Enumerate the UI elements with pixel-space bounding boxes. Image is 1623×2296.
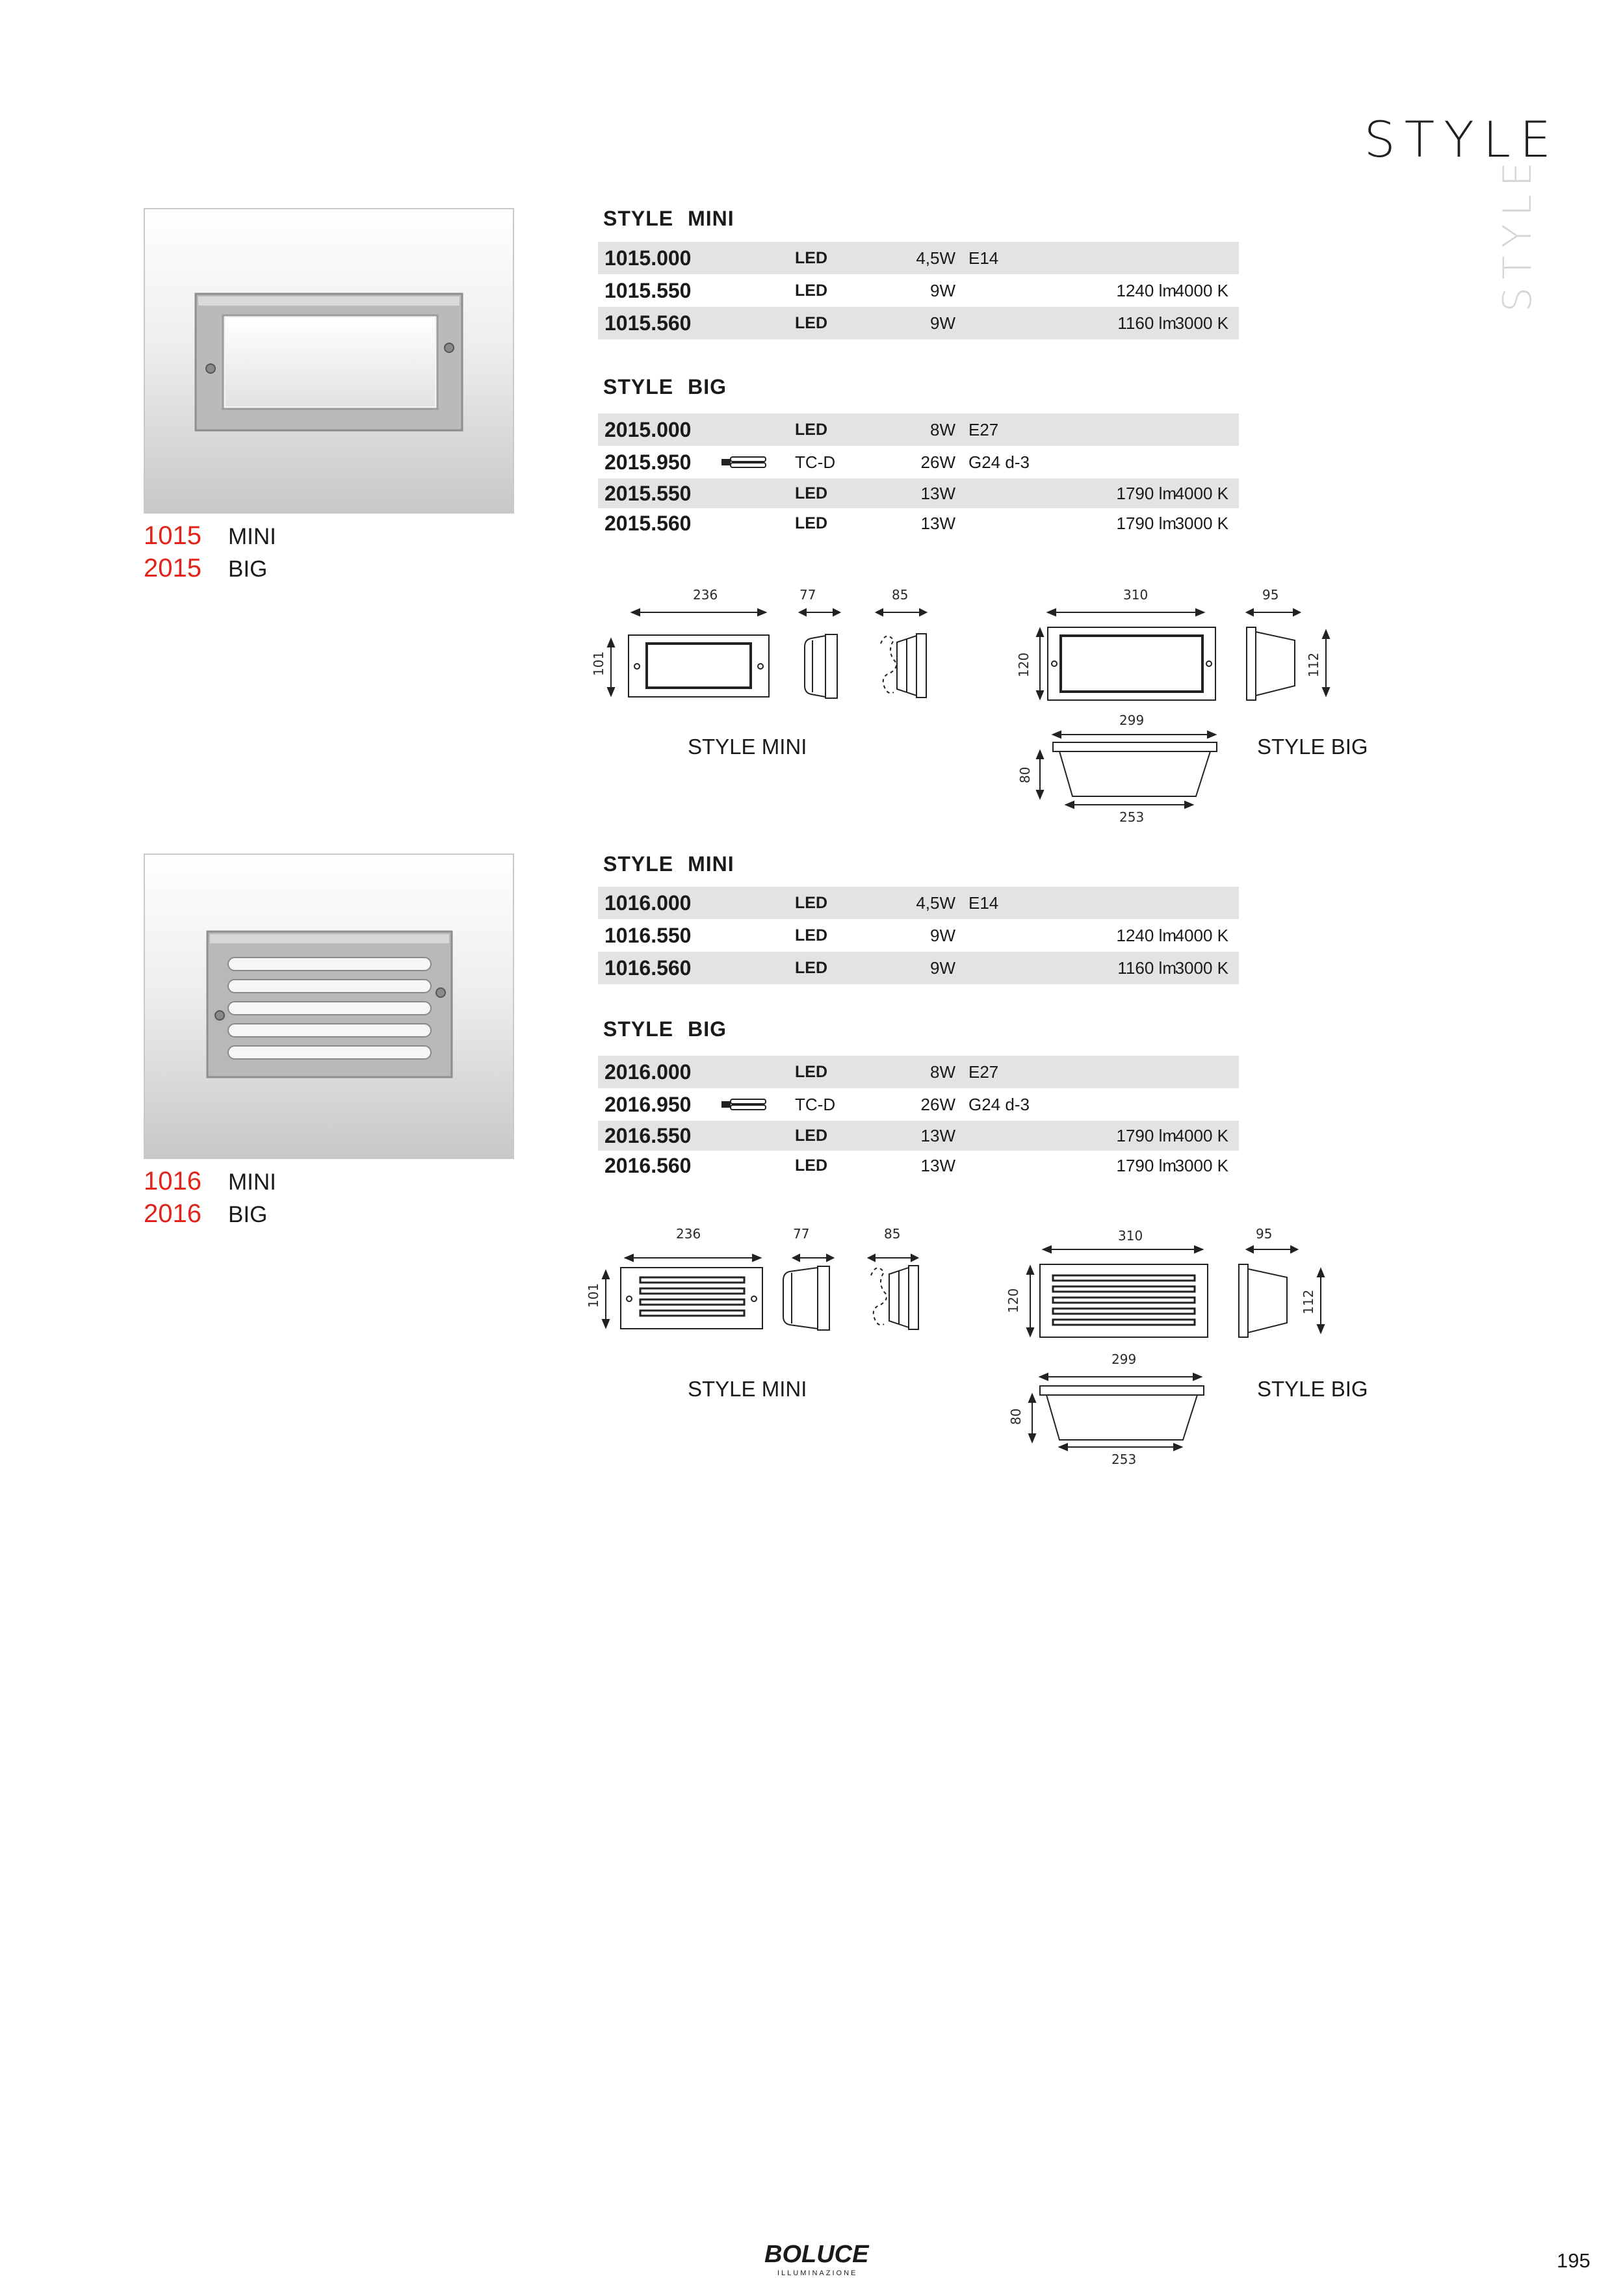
dimension-label: 95: [1262, 587, 1279, 603]
dimension-label: 236: [676, 1226, 701, 1242]
wattage: 13W: [920, 514, 955, 533]
color-temperature: 3000 K: [1175, 958, 1228, 978]
article-code: 2016.560: [604, 1154, 692, 1177]
wattage: 26W: [920, 1095, 955, 1114]
drawing-label-mini: STYLE MINI: [688, 735, 807, 759]
dimension-label: 310: [1118, 1228, 1143, 1244]
wattage: 4,5W: [916, 248, 955, 268]
logo-subtitle: ILLUMINAZIONE: [777, 2269, 858, 2277]
lamp-type: LED: [795, 514, 827, 532]
article-code: 2015.560: [604, 512, 692, 535]
product-code: 2015: [144, 554, 201, 582]
product-code: 1015: [144, 521, 201, 550]
article-code: 2015.950: [604, 450, 692, 474]
dimension-label: 101: [586, 1283, 601, 1308]
lumen: 1790 lm: [1116, 514, 1176, 533]
lamp-type: LED: [795, 421, 827, 439]
socket: E27: [968, 1062, 999, 1082]
lumen: 1790 lm: [1116, 1126, 1176, 1145]
drawing-label-mini: STYLE MINI: [688, 1377, 807, 1401]
product-code: 1016: [144, 1167, 201, 1195]
wattage: 9W: [930, 281, 955, 300]
wattage: 13W: [920, 1156, 955, 1175]
section-title-name: STYLE: [603, 207, 674, 230]
dimension-label: 77: [793, 1226, 810, 1242]
page-title-watermark: STYLE: [1495, 154, 1540, 312]
dimension-label: 101: [591, 651, 606, 676]
lamp-type: LED: [795, 1127, 827, 1145]
lamp-type: LED: [795, 1156, 827, 1175]
lamp-type: LED: [795, 314, 827, 332]
product-size: BIG: [228, 1202, 268, 1227]
section-title-size: BIG: [688, 375, 727, 398]
dimension-label: 120: [1006, 1288, 1021, 1313]
article-code: 1015.000: [604, 246, 692, 270]
lamp-type: LED: [795, 926, 827, 945]
wattage: 4,5W: [916, 893, 955, 913]
wattage: 13W: [920, 484, 955, 503]
dimension-label: 299: [1119, 712, 1145, 728]
section-title-name: STYLE: [603, 852, 674, 876]
dimension-label: 112: [1306, 652, 1321, 677]
section-title-name: STYLE: [603, 375, 674, 398]
dimension-label: 77: [799, 587, 816, 603]
wattage: 9W: [930, 958, 955, 978]
dimension-label: 310: [1123, 587, 1149, 603]
color-temperature: 4000 K: [1175, 484, 1228, 503]
dimension-label: 236: [693, 587, 718, 603]
wattage: 9W: [930, 926, 955, 945]
dimension-label: 80: [1017, 766, 1033, 783]
socket: G24 d-3: [968, 1095, 1030, 1114]
lumen: 1160 lm: [1117, 313, 1176, 333]
dimension-label: 85: [884, 1226, 901, 1242]
wattage: 13W: [920, 1126, 955, 1145]
article-code: 2015.000: [604, 418, 692, 441]
wattage: 26W: [920, 452, 955, 472]
dimension-label: 95: [1256, 1226, 1273, 1242]
dimension-label: 253: [1111, 1452, 1137, 1467]
article-code: 2016.550: [604, 1124, 692, 1147]
section-title-size: MINI: [688, 207, 734, 230]
dimension-label: 80: [1008, 1408, 1024, 1425]
socket: E14: [968, 248, 999, 268]
wattage: 8W: [930, 420, 955, 439]
color-temperature: 4000 K: [1175, 926, 1228, 945]
logo-wordmark: BOLUCE: [764, 2241, 869, 2268]
socket: E27: [968, 420, 999, 439]
article-code: 1016.550: [604, 924, 692, 947]
product-size: MINI: [228, 1169, 276, 1195]
page-number: 195: [1557, 2249, 1591, 2272]
article-code: 1015.560: [604, 311, 692, 335]
product-size: MINI: [228, 524, 276, 549]
lumen: 1790 lm: [1116, 1156, 1176, 1175]
article-code: 2015.550: [604, 482, 692, 505]
lamp-type: TC-D: [795, 452, 836, 472]
color-temperature: 4000 K: [1175, 281, 1228, 300]
lamp-type: LED: [795, 249, 827, 267]
dimension-label: 253: [1119, 809, 1145, 825]
color-temperature: 4000 K: [1175, 1126, 1228, 1145]
section-title-size: MINI: [688, 852, 734, 876]
color-temperature: 3000 K: [1175, 313, 1228, 333]
color-temperature: 3000 K: [1175, 1156, 1228, 1175]
drawing-label-big: STYLE BIG: [1257, 735, 1368, 759]
socket: G24 d-3: [968, 452, 1030, 472]
dimension-label: 85: [892, 587, 909, 603]
section-title-size: BIG: [688, 1017, 727, 1041]
lumen: 1240 lm: [1116, 281, 1176, 300]
product-size: BIG: [228, 556, 268, 582]
drawing-label-big: STYLE BIG: [1257, 1377, 1368, 1401]
article-code: 2016.000: [604, 1060, 692, 1084]
lamp-type: LED: [795, 894, 827, 912]
lamp-type: LED: [795, 1063, 827, 1081]
dimension-label: 112: [1301, 1289, 1316, 1314]
article-code: 1016.000: [604, 891, 692, 915]
article-code: 1015.550: [604, 279, 692, 302]
page-title: STYLE: [1364, 111, 1560, 168]
color-temperature: 3000 K: [1175, 514, 1228, 533]
product-code: 2016: [144, 1199, 201, 1228]
article-code: 2016.950: [604, 1093, 692, 1116]
lamp-type: LED: [795, 959, 827, 977]
article-code: 1016.560: [604, 956, 692, 980]
lamp-type: TC-D: [795, 1095, 836, 1114]
wattage: 9W: [930, 313, 955, 333]
lamp-type: LED: [795, 281, 827, 300]
lamp-type: LED: [795, 484, 827, 502]
lumen: 1790 lm: [1116, 484, 1176, 503]
socket: E14: [968, 893, 999, 913]
lumen: 1240 lm: [1116, 926, 1176, 945]
dimension-label: 120: [1016, 652, 1032, 677]
section-title-name: STYLE: [603, 1017, 674, 1041]
lumen: 1160 lm: [1117, 958, 1176, 978]
brand-logo: [760, 2236, 890, 2282]
wattage: 8W: [930, 1062, 955, 1082]
dimension-label: 299: [1111, 1351, 1137, 1367]
